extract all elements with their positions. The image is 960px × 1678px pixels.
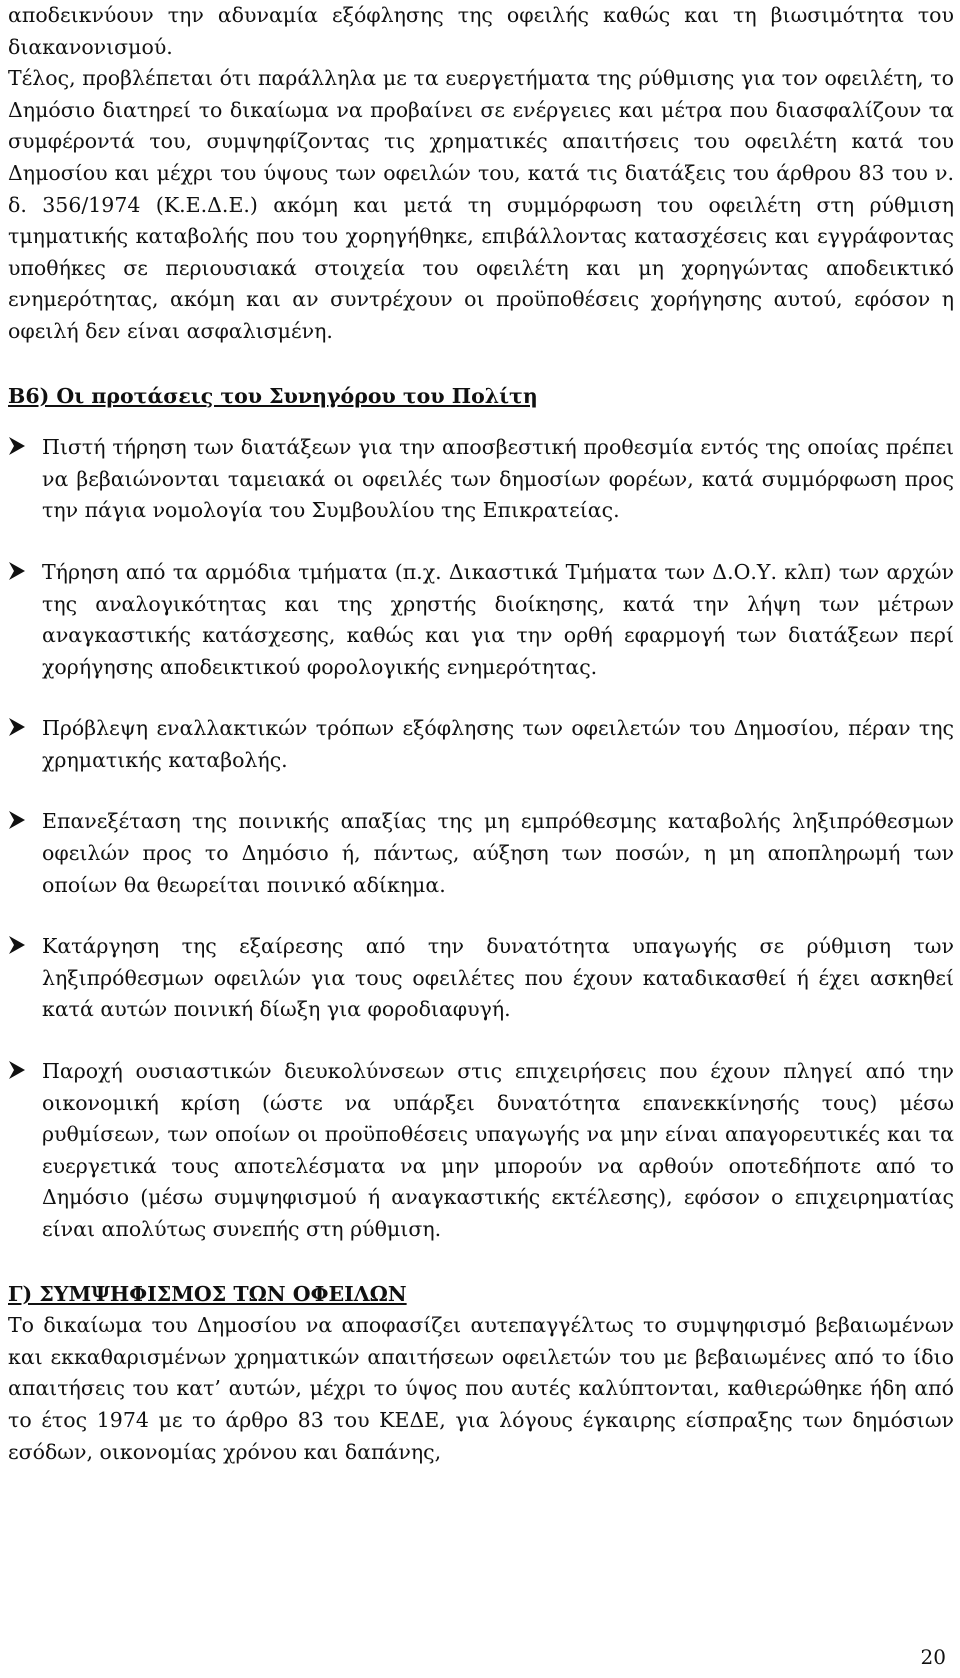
arrowhead-bullet-icon [8,716,26,738]
list-item [8,432,954,527]
proposal-text: Επανεξέταση της ποινικής απαξίας της μη εμπρόθεσμης καταβολής ληξιπρόθεσμων οφειλών προς το Δημόσιο ή, πάντως, αύξηση των ποσών, η μη αποπληρωμή των οποίων θα θεωρείται ποινικό αδίκημα. [42,809,954,897]
section-b6-heading-text: Β6) Οι προτάσεις του Συνηγόρου του Πολίτη [8,383,538,408]
list-item [8,557,954,683]
arrowhead-bullet-icon [8,560,26,582]
proposal-text: Τήρηση από τα αρμόδια τμήματα (π.χ. Δικαστικά Τμήματα των Δ.Ο.Υ. κλπ) των αρχών της αναλογικότητας και της χρηστής διοίκησης, κατά την λήψη των μέτρων αναγκαστικής κατάσχεσης, καθώς και για την ορθή εφαρμογή των διατάξεων περί χορήγησης αποδεικτικού φορολογικής ενημερότητας. [42,559,954,679]
page-number: 20 [920,1645,946,1669]
list-item [8,806,954,901]
proposal-text: Πιστή τήρηση των διατάξεων για την αποσβεστική προθεσμία εντός της οποίας πρέπει να βεβαιώνονται ταμειακά οι οφειλές των δημοσίων φορέων, κατά συμμόρφωση προς την πάγια νομολογία του Συμβουλίου της Επικρατείας. [42,435,954,523]
section-b6-heading [8,381,954,413]
list-item [8,713,954,776]
list-item [8,931,954,1026]
proposals-list [8,432,954,1245]
proposal-text: Παροχή ουσιαστικών διευκολύνσεων στις επιχειρήσεις που έχουν πληγεί από την οικονομική κρίση (ώστε να υπάρξει δυνατότητα επανεκκίνησής τους) μέσω ρυθμίσεων, των οποίων οι προϋποθέσεις υπαγωγής να μην είναι απαγορευτικές και τα ευεργετικά τους αποτελέσματα να μην μπορούν να αρθούν οποτεδήποτε από το Δημόσιο (μέσω συμψηφισμού ή αναγκαστικής εκτέλεσης), εφόσον ο επιχειρηματίας είναι απολύτως συνεπής στη ρύθμιση. [42,1059,954,1241]
arrowhead-bullet-icon [8,934,26,956]
arrowhead-bullet-icon [8,809,26,831]
document-page [8,0,954,1468]
paragraph-top: αποδεικνύουν την αδυναμία εξόφλησης της οφειλής καθώς και τη βιωσιμότητα του διακανονισμού. [8,3,954,59]
proposal-text: Κατάργηση της εξαίρεσης από την δυνατότητα υπαγωγής σε ρύθμιση των ληξιπρόθεσμων οφειλών για τους οφειλέτες που έχουν καταδικασθεί ή έχει ασκηθεί κατά αυτών ποινική δίωξη για φοροδιαφυγή. [42,934,954,1022]
section-g-heading-text: Γ) ΣΥΜΨΗΦΙΣΜΟΣ ΤΩΝ ΟΦΕΙΛΩΝ [8,1281,407,1306]
section-g-heading [8,1279,954,1311]
arrowhead-bullet-icon [8,1059,26,1081]
list-item [8,1056,954,1246]
arrowhead-bullet-icon [8,435,26,457]
proposal-text: Πρόβλεψη εναλλακτικών τρόπων εξόφλησης των οφειλετών του Δημοσίου, πέραν της χρηματικής καταβολής. [42,716,954,772]
paragraph-telos: Τέλος, προβλέπεται ότι παράλληλα με τα ευεργετήματα της ρύθμισης για τον οφειλέτη, το Δημόσιο διατηρεί το δικαίωμα να προβαίνει σε ενέργειες και μέτρα που διασφαλίζουν τα συμφέροντά του, συμψηφίζοντας τις χρηματικές απαιτήσεις του οφειλέτη κατά του Δημοσίου και μέχρι του ύψους των οφειλών του, κατά τις διατάξεις του άρθρου 83 του ν. δ. 356/1974 (Κ.Ε.Δ.Ε.) ακόμη και μετά τη συμμόρφωση του οφειλέτη στη ρύθμιση τμηματικής καταβολής που του χορηγήθηκε, επιβάλλοντας κατασχέσεις και εγγράφοντας υποθήκες σε περιουσιακά στοιχεία του οφειλέτη και μη χορηγώντας αποδεικτικό ενημερότητας, ακόμη και αν συντρέχουν οι προϋποθέσεις χορήγησης αυτού, εφόσον η οφειλή δεν είναι ασφαλισμένη. [8,66,954,343]
paragraph-dikaioma: Το δικαίωμα του Δημοσίου να αποφασίζει αυτεπαγγέλτως το συμψηφισμό βεβαιωμένων και εκκαθαρισμένων χρηματικών απαιτήσεων οφειλετών του με βεβαιωμένες από το ίδιο απαιτήσεις του κατ’ αυτών, μέχρι το ύψος που αυτές καλύπτονται, καθιερώθηκε ήδη από το έτος 1974 με το άρθρο 83 του ΚΕΔΕ, για λόγους έγκαιρης είσπραξης των δημόσιων εσόδων, οικονομίας χρόνου και δαπάνης, [8,1313,954,1464]
